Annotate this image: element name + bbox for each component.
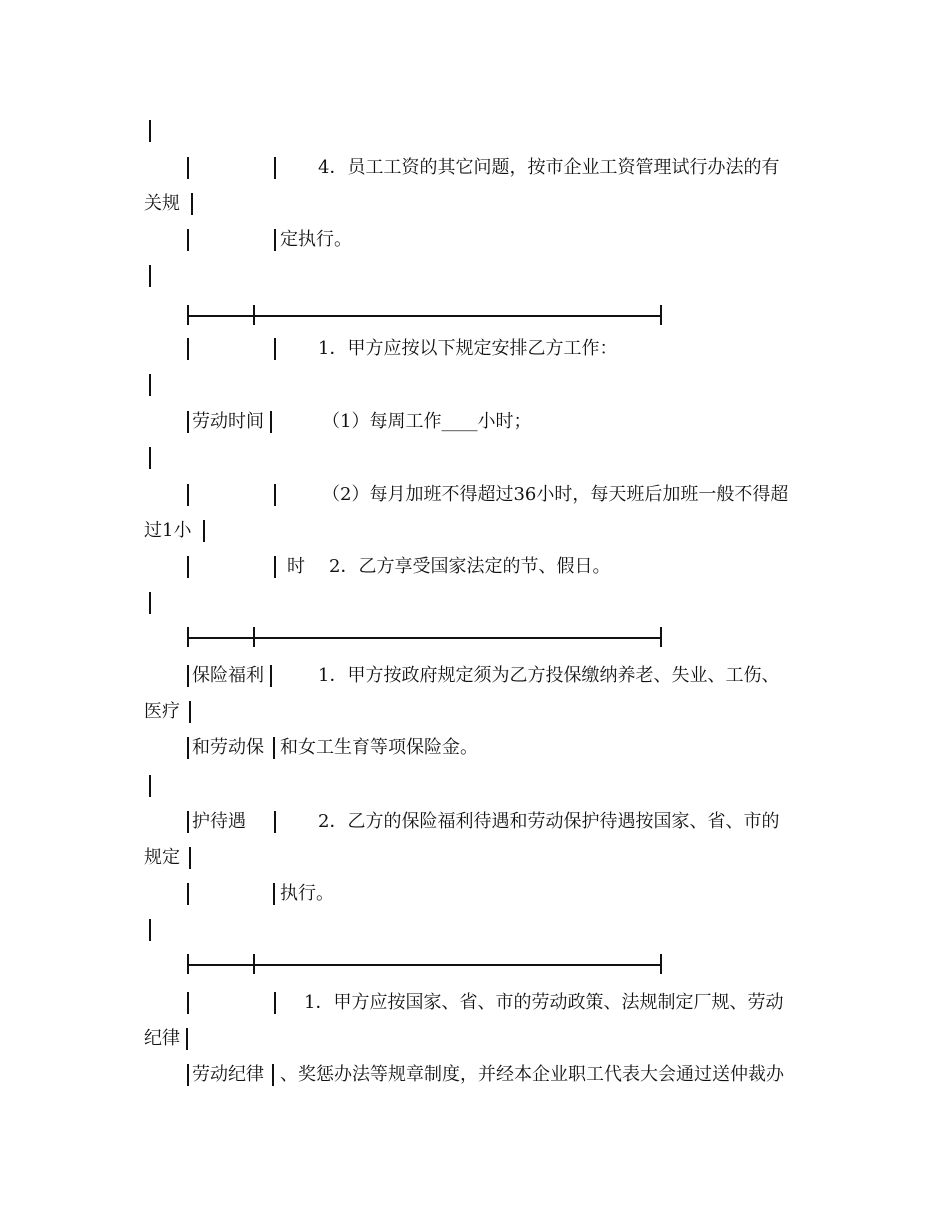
table-border-bar (149, 265, 151, 287)
table-border-bar (270, 411, 272, 433)
text-line-12: 1．甲方按政府规定须为乙方投保缴纳养老、失业、工伤、 (318, 665, 780, 686)
table-border-bar (253, 305, 255, 325)
table-border-bar (187, 484, 189, 506)
text-line-13: 医疗 (144, 701, 180, 722)
table-border-bar (187, 737, 189, 759)
text-line-6: （1）每周工作____小时； (322, 411, 532, 432)
text-line-20: 1．甲方应按国家、省、市的劳动政策、法规制定厂规、劳动 (304, 992, 784, 1013)
table-border-bar (187, 1064, 189, 1086)
table-border-bar (189, 701, 191, 723)
table-border-bar (274, 157, 276, 179)
table-border-bar (187, 954, 189, 974)
table-border-bar (149, 120, 151, 142)
table-border-bar (273, 737, 275, 759)
text-line-21: 纪律 (144, 1028, 180, 1049)
table-border-bar (189, 847, 191, 869)
table-border-bar (274, 556, 276, 578)
table-divider (187, 315, 662, 317)
text-line-2: 关规 (144, 193, 180, 214)
text-line-9: 时 (287, 556, 305, 577)
row-label-labor-time: 劳动时间 (192, 411, 264, 432)
table-border-bar (187, 992, 189, 1014)
table-border-bar (203, 520, 205, 542)
text-line-4: 1．甲方应按以下规定安排乙方工作： (318, 338, 618, 359)
table-border-bar (253, 627, 255, 647)
text-line-3: 定执行。 (280, 229, 352, 250)
table-border-bar (274, 229, 276, 251)
text-line-18: 规定 (144, 847, 180, 868)
table-border-bar (149, 775, 151, 797)
table-border-bar (187, 627, 189, 647)
table-border-bar (187, 556, 189, 578)
text-line-8: 过1小 (144, 520, 192, 541)
table-border-bar (660, 305, 662, 325)
table-border-bar (186, 1028, 188, 1050)
table-border-bar (272, 1064, 274, 1086)
table-border-bar (149, 374, 151, 396)
table-border-bar (274, 992, 276, 1014)
table-border-bar (187, 305, 189, 325)
table-divider (187, 637, 662, 639)
table-border-bar (187, 811, 189, 833)
text-line-10: 2．乙方享受国家法定的节、假日。 (329, 556, 611, 577)
row-label-insurance-3: 护待遇 (192, 811, 246, 832)
table-border-bar (187, 229, 189, 251)
table-divider (187, 964, 662, 966)
table-border-bar (149, 919, 151, 941)
row-label-labor-discipline: 劳动纪律 (192, 1064, 264, 1085)
table-border-bar (270, 665, 272, 687)
text-line-15: 和女工生育等项保险金。 (280, 737, 478, 758)
table-border-bar (274, 811, 276, 833)
table-border-bar (274, 484, 276, 506)
text-line-1: 4．员工工资的其它问题，按市企业工资管理试行办法的有 (318, 157, 780, 178)
text-line-17: 2．乙方的保险福利待遇和劳动保护待遇按国家、省、市的 (318, 811, 780, 832)
table-border-bar (253, 954, 255, 974)
table-border-bar (660, 954, 662, 974)
table-border-bar (149, 592, 151, 614)
table-border-bar (187, 157, 189, 179)
table-border-bar (187, 411, 189, 433)
table-border-bar (273, 883, 275, 905)
table-border-bar (187, 883, 189, 905)
table-border-bar (149, 447, 151, 469)
text-line-7: （2）每月加班不得超过36小时，每天班后加班一般不得超 (322, 484, 789, 505)
row-label-insurance-2: 和劳动保 (192, 737, 264, 758)
table-border-bar (187, 665, 189, 687)
table-border-bar (187, 338, 189, 360)
text-line-19: 执行。 (280, 883, 334, 904)
table-border-bar (660, 627, 662, 647)
table-border-bar (274, 338, 276, 360)
text-line-23: 、奖惩办法等规章制度，并经本企业职工代表大会通过送仲裁办 (280, 1064, 784, 1085)
table-border-bar (191, 193, 193, 215)
row-label-insurance-1: 保险福利 (192, 665, 264, 686)
